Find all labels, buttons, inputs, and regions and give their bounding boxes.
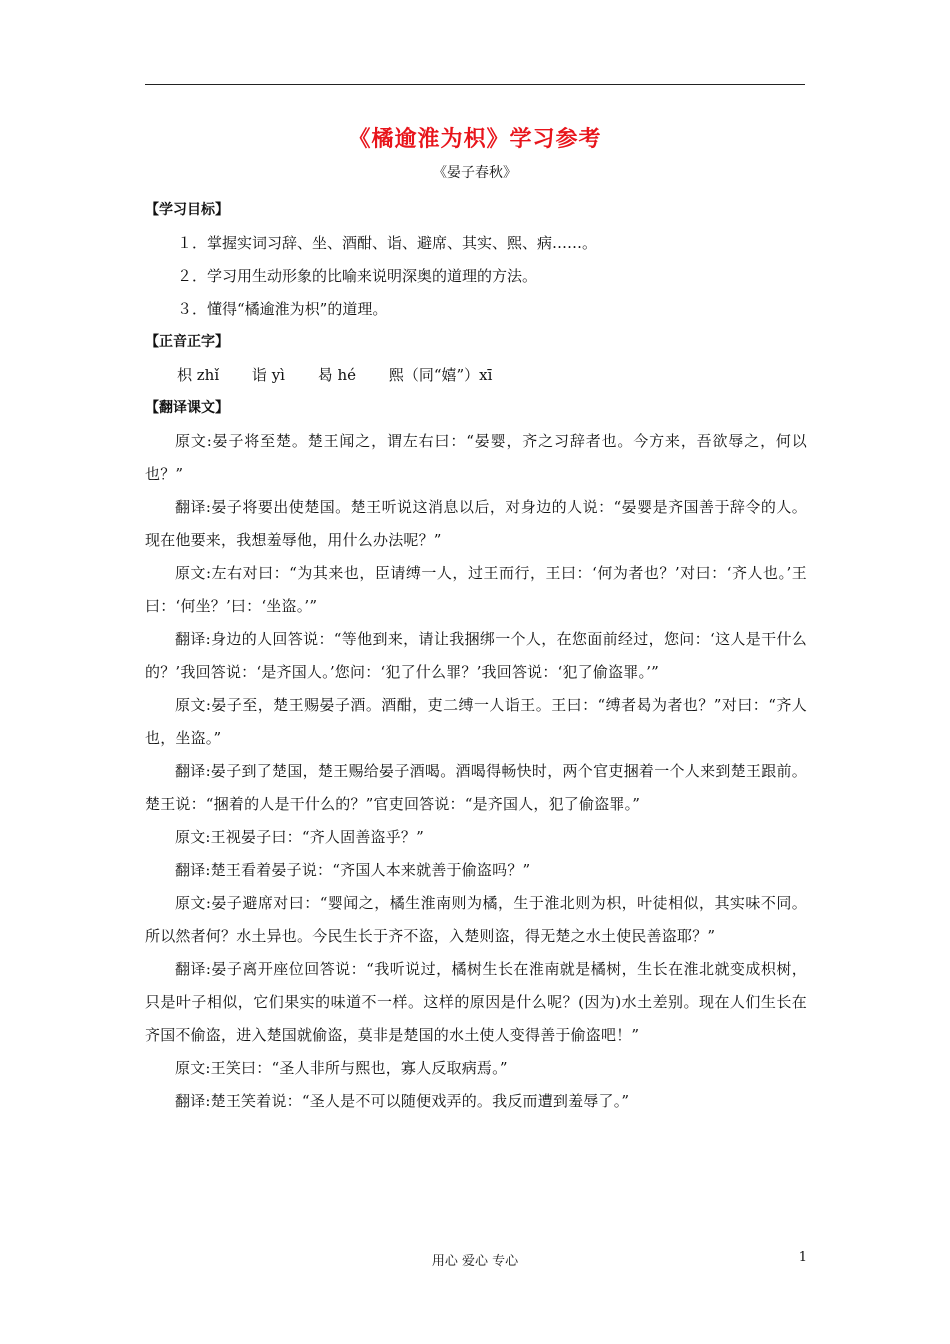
footer-motto: 用心 爱心 专心 xyxy=(431,1254,519,1269)
translation-paragraph: 翻译:晏子到了楚国，楚王赐给晏子酒喝。酒喝得畅快时，两个官吏捆着一个人来到楚王跟前。楚王说：“捆着的人是干什么的？”官吏回答说：“是齐国人，犯了偷盗罪。” xyxy=(145,762,807,813)
pronunciation-item: 曷 hé xyxy=(317,366,357,384)
original-paragraph: 原文:王视晏子曰：“齐人固善盗乎？” xyxy=(175,828,424,846)
header-rule xyxy=(145,84,805,85)
pronunciation-heading: 【正音正字】 xyxy=(145,334,229,350)
pronunciation-item: 诣 yì xyxy=(251,366,285,384)
goal-item: ３．懂得“橘逾淮为枳”的道理。 xyxy=(177,300,388,318)
translation-paragraph: 翻译:楚王看着晏子说：“齐国人本来就善于偷盗吗？” xyxy=(175,861,531,879)
original-paragraph: 原文:王笑曰：“圣人非所与熙也，寡人反取病焉。” xyxy=(175,1059,508,1077)
pronunciation-item: 枳 zhǐ xyxy=(177,366,220,384)
page-number: 1 xyxy=(798,1250,807,1265)
pronunciation-line xyxy=(145,359,807,392)
goal-item: １．掌握实词习辞、坐、酒酣、诣、避席、其实、熙、病……。 xyxy=(177,234,598,252)
translation-paragraph: 翻译:身边的人回答说：“等他到来，请让我捆绑一个人，在您面前经过，您问：‘这人是干什么的？’我回答说：‘是齐国人。’您问：‘犯了什么罪？’我回答说：‘犯了偷盗罪。’” xyxy=(145,630,807,681)
original-paragraph: 原文:晏子将至楚。楚王闻之，谓左右曰：“晏婴，齐之习辞者也。今方来，吾欲辱之，何以也？” xyxy=(145,432,807,483)
translation-heading: 【翻译课文】 xyxy=(145,400,229,416)
translation-paragraph: 翻译:楚王笑着说：“圣人是不可以随便戏弄的。我反而遭到羞辱了。” xyxy=(175,1092,630,1110)
translation-paragraph: 翻译:晏子离开座位回答说：“我听说过，橘树生长在淮南就是橘树，生长在淮北就变成枳树，只是叶子相似，它们果实的味道不一样。这样的原因是什么呢？(因为)水土差别。现在人们生长在齐国不偷盗，进入楚国就偷盗，莫非是楚国的水土使人变得善于偷盗吧！” xyxy=(145,960,807,1044)
translation-paragraph: 翻译:晏子将要出使楚国。楚王听说这消息以后，对身边的人说：“晏婴是齐国善于辞令的人。现在他要来，我想羞辱他，用什么办法呢？” xyxy=(145,498,807,549)
document-body xyxy=(145,194,807,1118)
original-paragraph: 原文:左右对曰：“为其来也，臣请缚一人，过王而行，王曰：‘何为者也？’对曰：‘齐人也。’王曰：‘何坐？’曰：‘坐盗。’” xyxy=(145,564,807,615)
goals-heading: 【学习目标】 xyxy=(145,202,229,218)
document-subtitle: 《晏子春秋》 xyxy=(433,165,517,181)
document-title: 《橘逾淮为枳》学习参考 xyxy=(348,127,602,152)
goal-item: ２．学习用生动形象的比喻来说明深奥的道理的方法。 xyxy=(177,267,538,285)
pronunciation-item: 熙（同“嬉”）xī xyxy=(388,366,493,384)
original-paragraph: 原文:晏子至，楚王赐晏子酒。酒酣，吏二缚一人诣王。王曰：“缚者曷为者也？”对曰：“齐人也，坐盗。” xyxy=(145,696,807,747)
original-paragraph: 原文:晏子避席对曰：“婴闻之，橘生淮南则为橘，生于淮北则为枳，叶徒相似，其实味不同。所以然者何？水土异也。今民生长于齐不盗，入楚则盗，得无楚之水土使民善盗耶？” xyxy=(145,894,807,945)
